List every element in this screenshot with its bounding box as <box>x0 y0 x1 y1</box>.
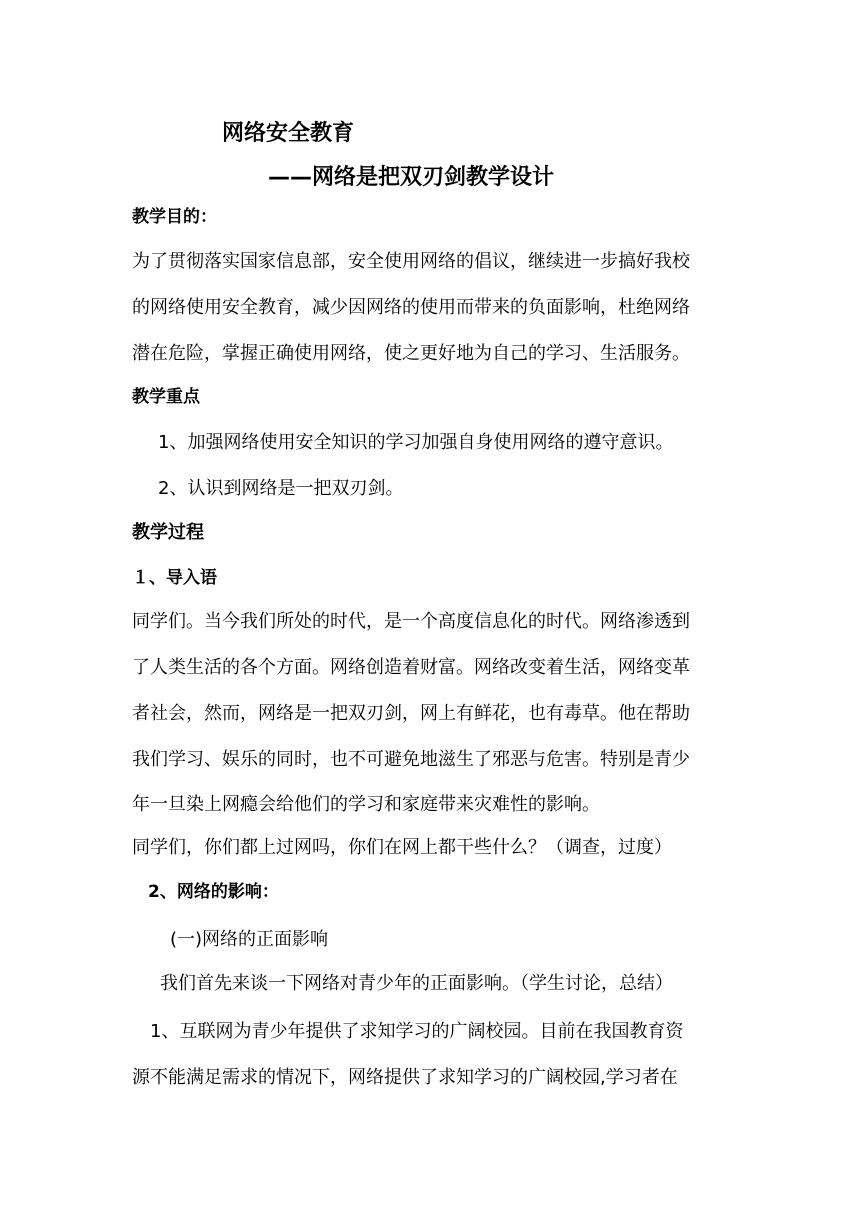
positive-intro: 我们首先来谈一下网络对青少年的正面影响。（学生讨论，总结） <box>160 973 673 994</box>
keypoint-item: 2、认识到网络是一把双刃剑。 <box>158 478 404 499</box>
objective-line: 潜在危险，掌握正确使用网络，使之更好地为自己的学习、生活服务。 <box>132 343 690 364</box>
intro-line: 年一旦染上网瘾会给他们的学习和家庭带来灾难性的影响。 <box>132 794 600 815</box>
intro-line: 者社会，然而，网络是一把双刃剑，网上有鲜花，也有毒草。他在帮助 <box>132 703 690 724</box>
positive-heading: (一)网络的正面影响 <box>170 929 329 950</box>
intro-heading: １、导入语 <box>132 568 217 588</box>
positive-line: 源不能满足需求的情况下，网络提供了求知学习的广阔校园,学习者在 <box>132 1067 678 1088</box>
intro-line: 了人类生活的各个方面。网络创造着财富。网络改变着生活，网络变革 <box>132 657 690 678</box>
process-heading: 教学过程 <box>132 522 204 543</box>
document-subtitle: ——网络是把双刃剑教学设计 <box>268 165 555 190</box>
influence-heading: 2、网络的影响： <box>148 882 279 902</box>
positive-line: 1、互联网为青少年提供了求知学习的广阔校园。目前在我国教育资 <box>150 1021 684 1042</box>
objective-line: 为了贯彻落实国家信息部，安全使用网络的倡议，继续进一步搞好我校 <box>132 251 690 272</box>
intro-line: 同学们，你们都上过网吗，你们在网上都干些什么？（调查，过度） <box>132 837 672 858</box>
objective-line: 的网络使用安全教育，减少因网络的使用而带来的负面影响，杜绝网络 <box>132 297 690 318</box>
keypoints-heading: 教学重点 <box>132 387 200 407</box>
intro-line: 我们学习、娱乐的同时，也不可避免地滋生了邪恶与危害。特别是青少 <box>132 749 690 770</box>
document-title: 网络安全教育 <box>222 121 355 146</box>
intro-line: 同学们。当今我们所处的时代，是一个高度信息化的时代。网络渗透到 <box>132 611 690 632</box>
keypoint-item: 1、加强网络使用安全知识的学习加强自身使用网络的遵守意识。 <box>158 432 674 453</box>
objective-heading: 教学目的： <box>132 207 217 227</box>
